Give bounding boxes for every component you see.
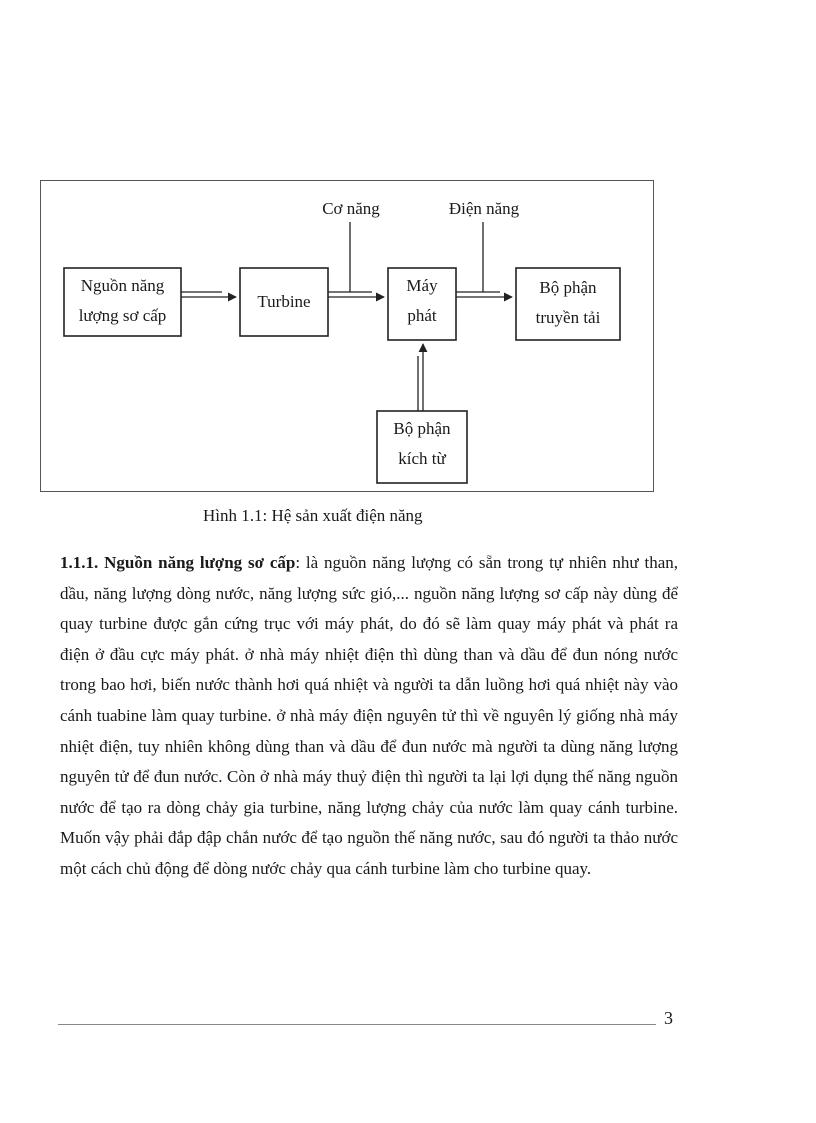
- figure-caption: Hình 1.1: Hệ sản xuất điện năng: [203, 506, 423, 525]
- section-paragraph: [60, 548, 678, 885]
- section-body: : là nguồn năng lượng có sẵn trong tự nhiên như than, dầu, năng lượng dòng nước, năng lượng sức gió,... nguồn năng lượng sơ cấp này dùng để quay turbine được gắn cứng trục với máy phát, do đó sẽ làm quay máy phát và phát ra điện ở đầu cực máy phát. ở nhà máy nhiệt điện thì dùng than và dầu để đun nóng nước trong bao hơi, biến nước thành hơi quá nhiệt và người ta dẫn luồng hơi quá nhiệt này vào cánh tuabine làm quay turbine. ở nhà máy điện nguyên tử thì về nguyên lý giống nhà máy nhiệt điện, tuy nhiên không dùng than và dầu để đun nước mà người ta dùng năng lượng nguyên tử để đun nước. Còn ở nhà máy thuỷ điện thì người ta lại lợi dụng thế năng nguồn nước để tạo ra dòng chảy gia turbine, năng lượng chảy của nước làm quay cánh turbine. Muốn vậy phải đắp đập chắn nước để tạo nguồn thế năng nước, sau đó người ta thảo nước một cách chủ động để dòng nước chảy qua cánh turbine làm cho turbine quay.: [60, 553, 678, 878]
- section-title: Nguồn năng lượng sơ cấp: [104, 553, 296, 572]
- mechanical-energy-label: Cơ năng: [322, 199, 380, 218]
- section-heading: [60, 553, 295, 572]
- page-number: 3: [664, 1008, 673, 1028]
- section-number: 1.1.1.: [60, 553, 99, 572]
- turbine-box-label: Turbine: [257, 292, 311, 311]
- source-box-label: Nguồn năng lượng sơ cấp: [78, 276, 167, 325]
- transmission-box-label: Bộ phận truyền tải: [535, 278, 601, 327]
- footer-rule: [58, 1024, 656, 1025]
- electrical-energy-label: Điện năng: [448, 199, 520, 218]
- exciter-box-label: Bộ phận kích từ: [393, 419, 451, 468]
- generator-box-label: Máy phát: [406, 276, 438, 325]
